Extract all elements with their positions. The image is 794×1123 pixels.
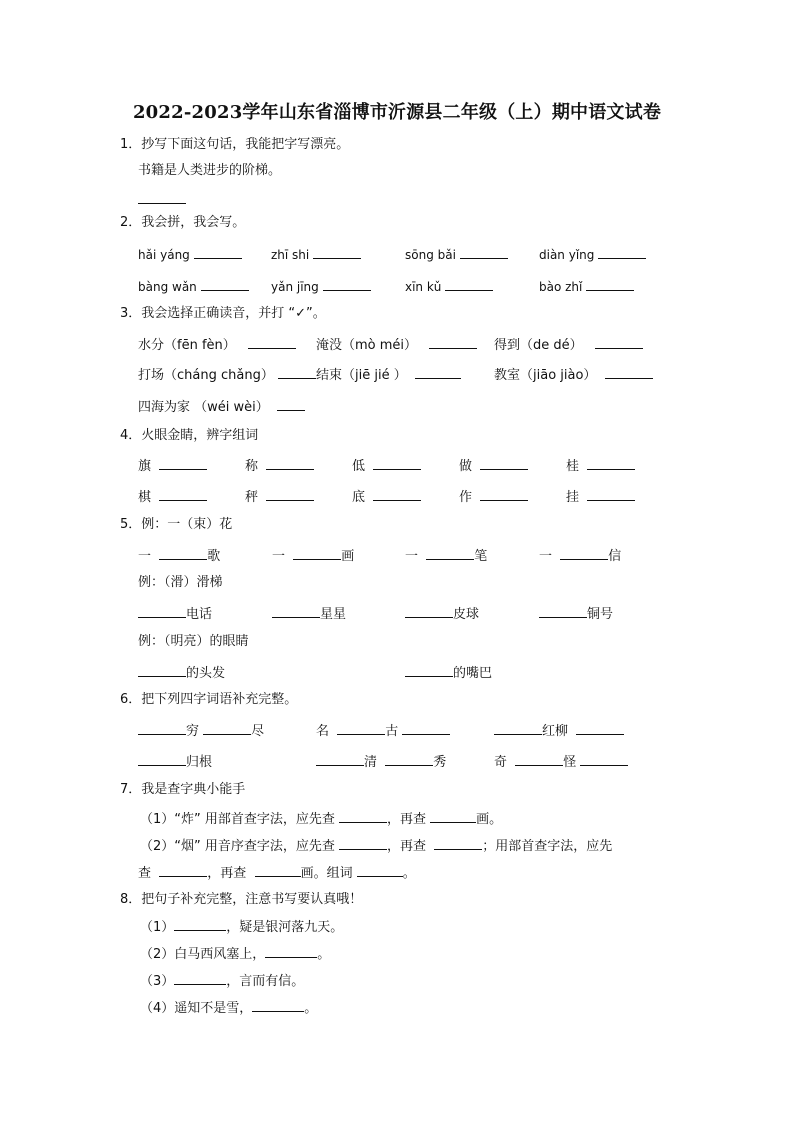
question-4-stem: 4．火眼金睛，辨字组词 [120,428,259,443]
char-text: 秤 [245,490,259,505]
answer-blank[interactable] [159,864,207,877]
adjective-item [138,664,225,682]
reading-item [494,366,653,384]
answer-blank[interactable] [373,457,421,470]
idiom-char: 归根 [186,755,213,770]
answer-blank[interactable] [515,753,563,766]
question-5-stem: 5．例：一（束）花 [120,517,233,532]
answer-blank[interactable] [587,488,635,501]
idiom-char: 清 [364,755,378,770]
line-text: 画。组词 [300,866,353,881]
question-8-line-4 [140,999,317,1017]
answer-blank[interactable] [357,864,403,877]
idiom-item [138,753,212,771]
verb-item [138,605,212,623]
answer-blank[interactable] [339,837,387,850]
answer-blank[interactable] [159,547,207,560]
char-text: 作 [459,490,473,505]
question-6-stem: 6．把下列四字词语补充完整。 [120,692,298,707]
line-text: （2）白马西风塞上， [140,947,266,962]
measure-word-item [272,547,354,565]
char-item [566,457,635,475]
pinyin-item [539,246,646,263]
char-item [245,457,314,475]
line-text: ，再查 [387,839,427,854]
answer-blank[interactable] [266,488,314,501]
pinyin-item [138,278,249,295]
question-1-answer-line[interactable] [138,191,186,209]
answer-blank[interactable] [460,246,508,259]
answer-blank[interactable] [405,605,453,618]
answer-blank[interactable] [138,664,186,677]
pinyin-text: diàn yǐng [539,248,595,262]
prefix-text: 一 [405,549,419,564]
char-item [459,488,528,506]
measure-word-item [138,547,220,565]
suffix-text: 皮球 [453,607,480,622]
answer-blank[interactable] [201,278,249,291]
question-8-line-3 [140,972,304,990]
idiom-char: 秀 [433,755,447,770]
answer-blank[interactable] [405,664,453,677]
answer-blank[interactable] [480,488,528,501]
question-1-stem: 1．抄写下面这句话，我能把字写漂亮。 [120,137,350,152]
idiom-char: 穷 [186,724,200,739]
question-7-line-1 [140,810,502,828]
char-text: 桂 [566,459,580,474]
question-2-stem: 2．我会拼，我会写。 [120,215,246,230]
line-text: 。 [304,1001,318,1016]
char-item [459,457,528,475]
question-5-example-2: 例：（滑）滑梯 [138,575,223,590]
char-text: 挂 [566,490,580,505]
line-text: （4）遥知不是雪， [140,1001,253,1016]
pinyin-text: bào zhǐ [539,280,583,294]
answer-blank[interactable] [587,457,635,470]
question-8-line-1 [140,918,343,936]
line-text: ，再查 [387,812,427,827]
answer-blank[interactable] [480,457,528,470]
line-text: （1）“炸” 用部首查字法，应先查 [140,812,335,827]
char-text: 旗 [138,459,152,474]
suffix-text: 电话 [186,607,213,622]
char-text: 棋 [138,490,152,505]
pinyin-text: yǎn jīng [271,280,319,294]
pinyin-item [405,278,493,295]
answer-blank[interactable] [138,753,186,766]
pinyin-item [405,246,508,263]
question-7-line-3 [138,864,416,882]
char-item [138,457,207,475]
idiom-item [316,753,446,771]
answer-blank[interactable] [598,246,646,259]
answer-blank[interactable] [278,366,316,379]
answer-blank[interactable] [539,605,587,618]
suffix-text: 歌 [207,549,221,564]
answer-blank[interactable] [494,722,542,735]
question-5-example-3: 例：（明亮）的眼睛 [138,634,249,649]
answer-blank[interactable] [277,398,305,411]
reading-item [316,366,461,384]
reading-item [138,398,305,416]
pinyin-text: bàng wǎn [138,280,197,294]
line-text: （3） [140,974,175,989]
adjective-item [405,664,492,682]
suffix-text: 笔 [474,549,488,564]
answer-blank[interactable] [138,722,186,735]
idiom-item [316,722,450,740]
char-item [352,488,421,506]
answer-blank[interactable] [313,246,361,259]
answer-blank[interactable] [265,945,317,958]
question-8-line-2 [140,945,330,963]
answer-blank[interactable] [255,864,301,877]
answer-blank[interactable] [605,366,653,379]
line-text: ，言而有信。 [226,974,305,989]
answer-blank[interactable] [323,278,371,291]
reading-item [316,336,477,354]
char-item [245,488,314,506]
reading-item [138,336,296,354]
answer-blank[interactable] [385,753,433,766]
line-text: ；用部首查字法，应先 [482,839,613,854]
pinyin-item [138,246,242,263]
char-text: 做 [459,459,473,474]
idiom-item [494,753,628,771]
answer-blank[interactable] [434,837,482,850]
answer-blank[interactable] [138,605,186,618]
answer-blank[interactable] [174,972,226,985]
answer-blank[interactable] [266,457,314,470]
line-text: ，再查 [207,866,247,881]
char-item [566,488,635,506]
answer-blank[interactable] [445,278,493,291]
idiom-char: 奇 [494,755,508,770]
prefix-text: 一 [539,549,553,564]
answer-blank[interactable] [339,810,387,823]
suffix-text: 的头发 [186,666,226,681]
char-text: 低 [352,459,366,474]
answer-blank[interactable] [272,605,320,618]
answer-blank[interactable] [586,278,634,291]
idiom-item [138,722,264,740]
line-text: 。 [317,947,331,962]
suffix-text: 铜号 [587,607,614,622]
answer-blank[interactable] [194,246,242,259]
reading-text: 淹没（mò méi） [316,338,418,353]
answer-blank[interactable] [426,547,474,560]
pinyin-text: xīn kǔ [405,280,442,294]
suffix-text: 星星 [320,607,347,622]
char-item [352,457,421,475]
answer-blank[interactable] [429,336,477,349]
reading-text: 教室（jiāo jiào） [494,368,597,383]
pinyin-text: hǎi yáng [138,248,190,262]
reading-item [138,366,316,384]
suffix-text: 信 [608,549,622,564]
line-text: 画。 [476,812,503,827]
measure-word-item [539,547,621,565]
pinyin-text: sōng bǎi [405,248,456,262]
line-text: ，疑是银河落九天。 [226,920,344,935]
answer-blank[interactable] [337,722,385,735]
line-text: （2）“烟” 用音序查字法，应先查 [140,839,335,854]
pinyin-text: zhī shi [271,248,310,262]
answer-blank[interactable] [159,457,207,470]
reading-text: 结束（jiē jié ） [316,368,407,383]
answer-blank[interactable] [373,488,421,501]
answer-blank[interactable] [560,547,608,560]
idiom-item [494,722,624,740]
answer-blank[interactable] [415,366,461,379]
reading-text: 四海为家 （wéi wèi） [138,400,269,415]
answer-blank[interactable] [595,336,643,349]
prefix-text: 一 [272,549,286,564]
line-text: 查 [138,866,152,881]
idiom-char: 名 [316,724,330,739]
reading-item [494,336,643,354]
answer-blank[interactable] [159,488,207,501]
reading-text: 得到（de dé） [494,338,583,353]
pinyin-item [271,246,361,263]
question-7-stem: 7．我是查字典小能手 [120,782,246,797]
verb-item [405,605,479,623]
answer-blank[interactable] [293,547,341,560]
reading-text: 水分（fēn fèn） [138,338,236,353]
answer-blank[interactable] [430,810,476,823]
prefix-text: 一 [138,549,152,564]
answer-blank[interactable] [316,753,364,766]
char-item [138,488,207,506]
pinyin-item [539,278,634,295]
answer-blank[interactable] [580,753,628,766]
measure-word-item [405,547,487,565]
idiom-char: 怪 [563,755,577,770]
char-text: 称 [245,459,259,474]
line-text: （1） [140,920,175,935]
question-7-line-2 [140,837,612,855]
answer-blank[interactable] [402,722,450,735]
answer-blank[interactable] [252,999,304,1012]
answer-blank[interactable] [248,336,296,349]
question-1-sentence: 书籍是人类进步的阶梯。 [138,163,282,178]
verb-item [539,605,613,623]
answer-blank[interactable] [203,722,251,735]
answer-blank[interactable] [576,722,624,735]
char-text: 底 [352,490,366,505]
idiom-char: 古 [385,724,399,739]
verb-item [272,605,346,623]
question-3-stem: 3．我会选择正确读音，并打 “✓”。 [120,306,326,321]
suffix-text: 画 [341,549,355,564]
suffix-text: 的嘴巴 [453,666,493,681]
pinyin-item [271,278,371,295]
reading-text: 打场（cháng chǎng） [138,368,274,383]
page-title: 2022-2023学年山东省淄博市沂源县二年级（上）期中语文试卷 [132,102,662,123]
line-text: 。 [402,866,416,881]
idiom-char: 红柳 [542,724,569,739]
idiom-char: 尽 [251,724,265,739]
answer-blank[interactable] [174,918,226,931]
question-8-stem: 8．把句子补充完整，注意书写要认真哦！ [120,892,363,907]
